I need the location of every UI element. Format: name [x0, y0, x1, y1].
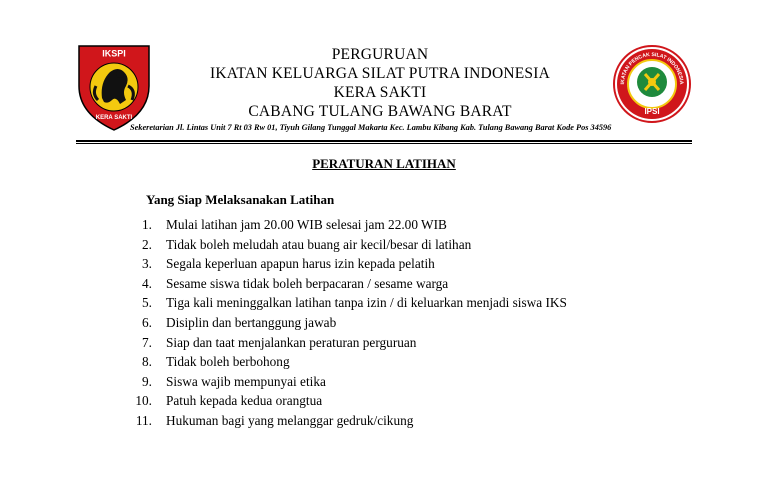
rule-text: Segala keperluan apapun harus izin kepada pelatih: [166, 256, 435, 272]
ikspi-logo: [76, 42, 152, 132]
secretariat-address: Sekeretarian Jl. Lintas Unit 7 Rt 03 Rw 01, Tiyuh Gilang Tunggal Makarta Kec. Lambu Kibang Kab. Tulang Bawang Barat Kode Pos 34596: [130, 123, 612, 132]
rule-item: [130, 313, 690, 333]
rule-item: [130, 254, 690, 274]
rule-number: 4.: [142, 275, 152, 291]
header-line-kera-sakti: KERA SAKTI: [333, 84, 427, 101]
ipsi-logo-text: IPSI: [644, 107, 660, 116]
document-subtitle: Yang Siap Melaksanakan Latihan: [146, 192, 335, 207]
rule-text: Hukuman bagi yang melanggar gedruk/cikung: [166, 412, 414, 428]
rule-item: [130, 391, 690, 411]
header-divider-thin: [76, 143, 692, 144]
rule-number: 1.: [142, 217, 152, 232]
rule-text: Siswa wajib mempunyai etika: [166, 373, 326, 389]
document-title: PERATURAN LATIHAN: [312, 156, 456, 171]
ikspi-logo-text: IKSPI: [102, 48, 126, 59]
rules-list: [130, 215, 690, 431]
ipsi-ring-text: IKATAN PENCAK SILAT INDONESIA: [619, 51, 685, 85]
rule-text: Siap dan taat menjalankan peraturan perguruan: [166, 334, 417, 350]
rule-text: Tidak boleh meludah atau buang air kecil/besar di latihan: [166, 236, 472, 252]
rule-text: Sesame siswa tidak boleh berpacaran / sesame warga: [166, 275, 449, 291]
rule-number: 2.: [142, 236, 152, 252]
rule-item: [130, 411, 690, 431]
rule-item: [130, 352, 690, 372]
rule-text: Tidak boleh berbohong: [166, 354, 290, 370]
rule-number: 6.: [142, 314, 152, 330]
kera-sakti-logo-text: KERA SAKTI: [95, 115, 133, 121]
rule-number: 5.: [142, 295, 152, 311]
rule-number: 3.: [142, 256, 152, 272]
rule-item: [130, 235, 690, 255]
rule-item: [130, 274, 690, 294]
rule-item: [130, 293, 690, 313]
rule-item: [130, 333, 690, 353]
header-divider-thick: [76, 140, 692, 142]
rule-text: Mulai latihan jam 20.00 WIB selesai jam 22.00 WIB: [166, 217, 447, 232]
rule-text: Patuh kepada kedua orangtua: [166, 393, 323, 409]
header-line-branch: CABANG TULANG BAWANG BARAT: [248, 103, 512, 120]
rule-number: 11.: [135, 412, 152, 428]
rule-text: Disiplin dan bertanggung jawab: [166, 314, 337, 330]
ipsi-logo: [612, 44, 692, 124]
rule-number: 9.: [142, 373, 152, 389]
rule-number: 10.: [135, 393, 152, 409]
rule-number: 8.: [142, 354, 152, 370]
rule-item: [130, 372, 690, 392]
header-line-org-name: IKATAN KELUARGA SILAT PUTRA INDONESIA: [210, 65, 550, 82]
header-line-perguruan: PERGURUAN: [331, 46, 429, 63]
rule-text: Tiga kali meninggalkan latihan tanpa izin / di keluarkan menjadi siswa IKS: [166, 295, 567, 311]
rule-item: [130, 215, 690, 235]
rule-number: 7.: [142, 334, 152, 350]
